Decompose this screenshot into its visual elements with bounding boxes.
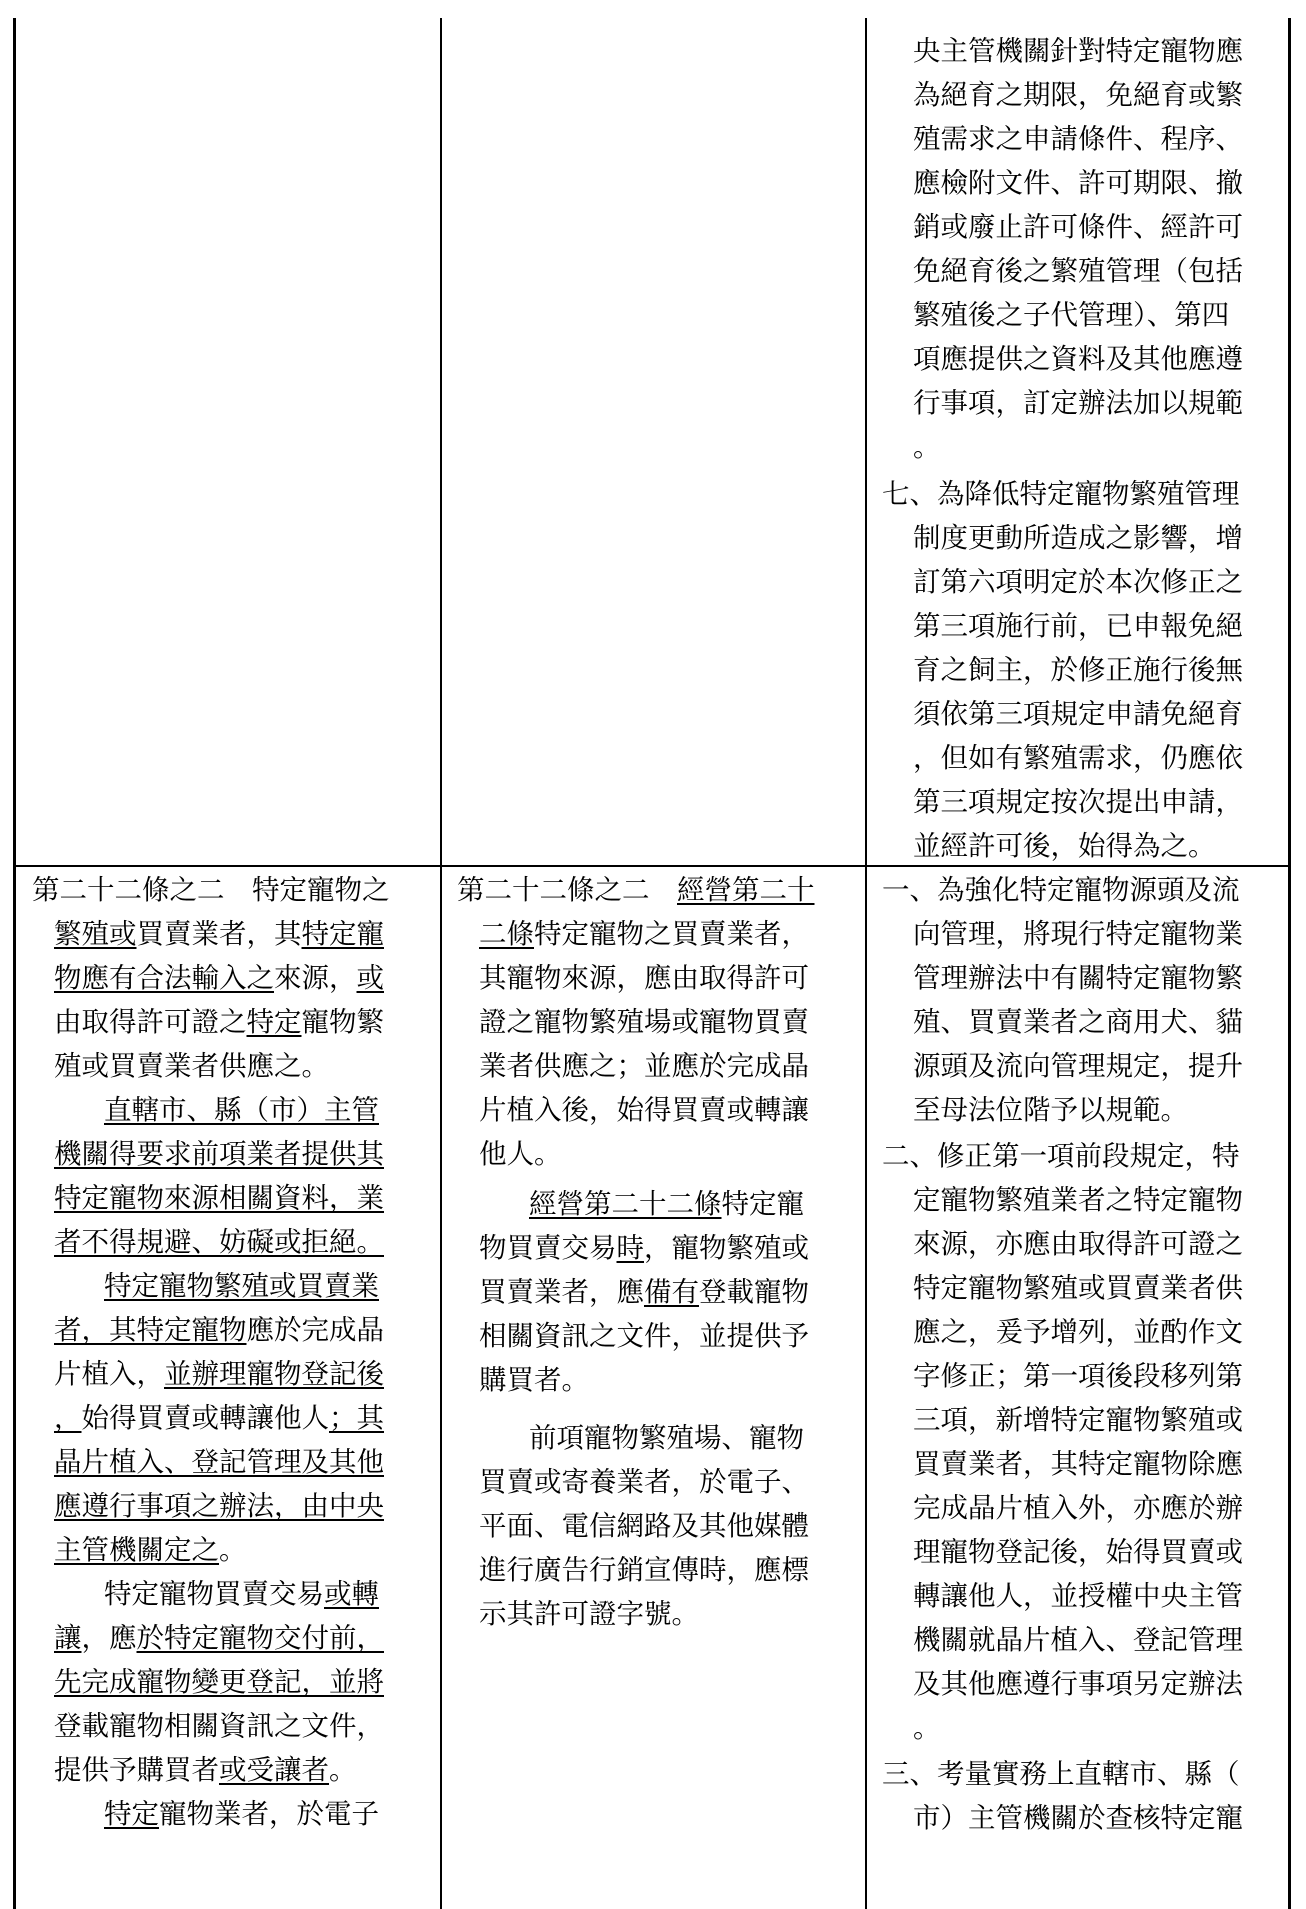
text-line	[457, 956, 857, 1000]
underlined-text: 備有	[644, 1276, 699, 1308]
underlined-text: 特定	[104, 1798, 159, 1830]
underlined-text: 者不得規避、妨礙或拒絕。	[54, 1226, 384, 1258]
text-run: 買賣業者，其	[136, 918, 302, 950]
article-heading: 第二十二條之二	[32, 874, 225, 906]
text-line	[457, 1044, 857, 1088]
text-run: 相關資訊之文件，並提供予	[479, 1320, 809, 1352]
current-article-text	[457, 868, 857, 1636]
text-line	[457, 1270, 857, 1314]
text-line	[32, 1792, 432, 1836]
underlined-text: 於特定寵物交付前，	[136, 1622, 384, 1654]
text-line	[32, 1088, 432, 1132]
text-run: 片植入，	[54, 1358, 164, 1390]
text-line: 三項，新增特定寵物繁殖或	[913, 1404, 1243, 1436]
text-line	[457, 1416, 857, 1460]
current-paragraph-1	[457, 868, 857, 1176]
underlined-text: 二條	[479, 918, 534, 950]
text-line: 央主管機關針對特定寵物應	[913, 35, 1243, 67]
explanation-item-1	[882, 868, 1282, 1132]
text-run: 平面、電信網路及其他媒體	[479, 1510, 809, 1542]
text-run: 應於完成晶	[246, 1314, 384, 1346]
text-run: 進行廣告行銷宣傳時，應標	[479, 1554, 809, 1586]
underlined-text: 物	[54, 962, 82, 994]
text-line	[32, 1572, 432, 1616]
text-line: 。	[913, 1712, 941, 1744]
text-run: 買賣或寄養業者，於電子、	[479, 1466, 809, 1498]
text-line: 市）主管機關於查核特定寵	[913, 1802, 1243, 1834]
amended-paragraph-4	[32, 1572, 432, 1792]
text-line	[457, 912, 857, 956]
text-line: 殖、買賣業者之商用犬、貓	[913, 1006, 1243, 1038]
text-line: 向管理，將現行特定寵物業	[913, 918, 1243, 950]
text-line	[32, 1396, 432, 1440]
underlined-text: 並辦理寵物登記後	[164, 1358, 384, 1390]
text-line: 須依第三項規定申請免絕育	[913, 698, 1243, 730]
explanation-item-2	[882, 1134, 1282, 1750]
text-run: ，寵物繁殖或	[644, 1232, 809, 1264]
current-paragraph-2	[457, 1182, 857, 1402]
text-run: 買賣業者，應	[479, 1276, 644, 1308]
text-line: 來源，亦應由取得許可證之	[913, 1228, 1243, 1260]
text-line: 項應提供之資料及其他應遵	[913, 343, 1243, 375]
text-line: 定寵物繁殖業者之特定寵物	[913, 1184, 1243, 1216]
text-run: 示其許可證字號。	[479, 1598, 699, 1630]
text-run: 始得買賣或轉讓他人	[81, 1402, 329, 1434]
text-line: 育之飼主，於修正施行後無	[913, 654, 1243, 686]
text-line: ，但如有繁殖需求，仍應依	[913, 742, 1243, 774]
text-line: 應之，爰予增列，並酌作文	[913, 1316, 1243, 1348]
underlined-text: 特定寵	[301, 918, 384, 950]
text-line: 並經許可後，始得為之。	[913, 830, 1216, 862]
text-run: 來源，	[274, 962, 357, 994]
underlined-text: 先完成寵物變更登記，並將	[54, 1666, 384, 1698]
underlined-text: 或轉	[324, 1578, 379, 1610]
underlined-text: ，	[54, 1402, 82, 1434]
text-line: 銷或廢止許可條件、經許可	[913, 211, 1243, 243]
underlined-text: 特定寵物繁殖或買賣業	[104, 1270, 379, 1302]
current-paragraph-3	[457, 1416, 857, 1636]
underlined-text: 特定寵物來源相關資料，業	[54, 1182, 384, 1214]
text-line: 一、為強化特定寵物源頭及流	[882, 874, 1240, 906]
text-line	[457, 1460, 857, 1504]
underlined-text: 或受讓者	[219, 1754, 329, 1786]
text-run	[650, 874, 678, 906]
text-line	[32, 1000, 432, 1044]
text-line: 買賣業者，其特定寵物除應	[913, 1448, 1243, 1480]
text-line	[457, 1000, 857, 1044]
text-line	[32, 1044, 432, 1088]
text-line: 第三項規定按次提出申請，	[913, 786, 1243, 818]
text-line: 管理辦法中有關特定寵物繁	[913, 962, 1243, 994]
text-run: 片植入後，始得買賣或轉讓	[479, 1094, 809, 1126]
table-divider-2	[865, 18, 867, 1909]
table-divider-1	[440, 18, 442, 1909]
article-heading: 第二十二條之二	[457, 874, 650, 906]
underlined-text: ；其	[329, 1402, 384, 1434]
text-line	[32, 1308, 432, 1352]
explanation-item-7	[882, 472, 1282, 868]
text-line: 及其他應遵行事項另定辦法	[913, 1668, 1243, 1700]
underlined-text: 經營第二十	[677, 874, 815, 906]
text-run: 特定寵	[721, 1188, 804, 1220]
underlined-text: 或	[356, 962, 384, 994]
text-line	[32, 1484, 432, 1528]
text-line: 繁殖後之子代管理）、第四	[913, 299, 1230, 331]
text-line	[457, 868, 857, 912]
text-line	[32, 868, 432, 912]
underlined-text: 者，其特定寵物	[54, 1314, 247, 1346]
text-line: 三、考量實務上直轄市、縣（	[882, 1758, 1240, 1790]
text-line	[457, 1132, 857, 1176]
text-line: 免絕育後之繁殖管理（包括	[913, 255, 1243, 287]
underlined-text: 繁殖或	[54, 918, 137, 950]
text-line	[32, 1704, 432, 1748]
text-line: 。	[913, 431, 941, 463]
text-run: 物買賣交易	[479, 1232, 617, 1264]
top-col3-explanation	[882, 29, 1282, 868]
text-line	[32, 1440, 432, 1484]
text-line	[457, 1504, 857, 1548]
text-line	[32, 1748, 432, 1792]
table-border-right	[1288, 18, 1291, 1909]
text-run: 登載寵物相關資訊之文件，	[54, 1710, 384, 1742]
text-line	[457, 1358, 857, 1402]
text-line	[457, 1182, 857, 1226]
underlined-text: 應遵行事項之辦法，由中央	[54, 1490, 384, 1522]
text-line: 字修正；第一項後段移列第	[913, 1360, 1243, 1392]
text-line	[32, 1352, 432, 1396]
text-line	[457, 1314, 857, 1358]
text-line	[32, 1264, 432, 1308]
text-line	[32, 1528, 432, 1572]
text-line	[32, 912, 432, 956]
text-run: 證之寵物繁殖場或寵物買賣	[479, 1006, 809, 1038]
underlined-text: 晶片植入、登記管理及其他	[54, 1446, 384, 1478]
text-line: 轉讓他人，並授權中央主管	[913, 1580, 1243, 1612]
text-line	[32, 956, 432, 1000]
text-run: 前項寵物繁殖場、寵物	[529, 1422, 804, 1454]
underlined-text: 讓	[54, 1622, 82, 1654]
text-run: 他人。	[479, 1138, 562, 1170]
text-line: 理寵物登記後，始得買賣或	[913, 1536, 1243, 1568]
bottom-col3-explanation	[882, 868, 1282, 1840]
text-run: 特定寵物之買賣業者，	[534, 918, 809, 950]
underlined-text: 經營第二十二條	[529, 1188, 722, 1220]
text-run: 業者供應之；並應於完成晶	[479, 1050, 809, 1082]
text-run: 。	[219, 1534, 247, 1566]
text-run: 提供予購買者	[54, 1754, 219, 1786]
text-run: 登載寵物	[699, 1276, 809, 1308]
text-line	[457, 1592, 857, 1636]
text-line: 行事項，訂定辦法加以規範	[913, 387, 1243, 419]
text-run: 特定寵物之	[224, 874, 390, 906]
underlined-text: 時	[616, 1232, 644, 1264]
text-run: 其寵物來源，應由取得許可	[479, 962, 809, 994]
amended-paragraph-3	[32, 1264, 432, 1572]
text-line	[32, 1660, 432, 1704]
text-line	[32, 1616, 432, 1660]
amended-paragraph-5	[32, 1792, 432, 1836]
table-border-left	[13, 18, 16, 1909]
text-line	[32, 1220, 432, 1264]
underlined-text: 主管機關定之	[54, 1534, 219, 1566]
text-line: 至母法位階予以規範。	[913, 1094, 1188, 1126]
text-run: 特定寵物買賣交易	[104, 1578, 324, 1610]
text-run: 由取得許可證之	[54, 1006, 247, 1038]
text-line: 應檢附文件、許可期限、撤	[913, 167, 1243, 199]
text-line: 訂第六項明定於本次修正之	[913, 566, 1243, 598]
text-run: 寵物業者，於電子	[159, 1798, 379, 1830]
text-line: 機關就晶片植入、登記管理	[913, 1624, 1243, 1656]
explanation-item-6-cont	[882, 29, 1282, 469]
text-run: ，應	[81, 1622, 137, 1654]
text-line	[457, 1548, 857, 1592]
text-line	[32, 1132, 432, 1176]
text-line	[32, 1176, 432, 1220]
text-line: 殖需求之申請條件、程序、	[913, 123, 1243, 155]
text-line: 完成晶片植入外，亦應於辦	[913, 1492, 1243, 1524]
underlined-text: 直轄市、縣（市）主管	[104, 1094, 379, 1126]
text-run: 。	[329, 1754, 357, 1786]
text-line: 特定寵物繁殖或買賣業者供	[913, 1272, 1243, 1304]
text-run: 購買者。	[479, 1364, 589, 1396]
underlined-text: 應有合法輸入之	[81, 962, 274, 994]
text-run: 殖或買賣業者供應之。	[54, 1050, 329, 1082]
text-line: 七、為降低特定寵物繁殖管理	[882, 478, 1240, 510]
amended-paragraph-1	[32, 868, 432, 1088]
text-line: 二、修正第一項前段規定，特	[882, 1140, 1240, 1172]
underlined-text: 機關得要求前項業者提供其	[54, 1138, 384, 1170]
text-line: 第三項施行前，已申報免絕	[913, 610, 1243, 642]
amended-article-text	[32, 868, 432, 1836]
text-line	[457, 1226, 857, 1270]
underlined-text: 特定	[246, 1006, 302, 1038]
text-line: 制度更動所造成之影響，增	[913, 522, 1243, 554]
text-run: 寵物繁	[301, 1006, 384, 1038]
text-line: 為絕育之期限，免絕育或繁	[913, 79, 1243, 111]
text-line	[457, 1088, 857, 1132]
amended-paragraph-2	[32, 1088, 432, 1264]
text-line: 源頭及流向管理規定，提升	[913, 1050, 1243, 1082]
explanation-item-3	[882, 1752, 1282, 1840]
